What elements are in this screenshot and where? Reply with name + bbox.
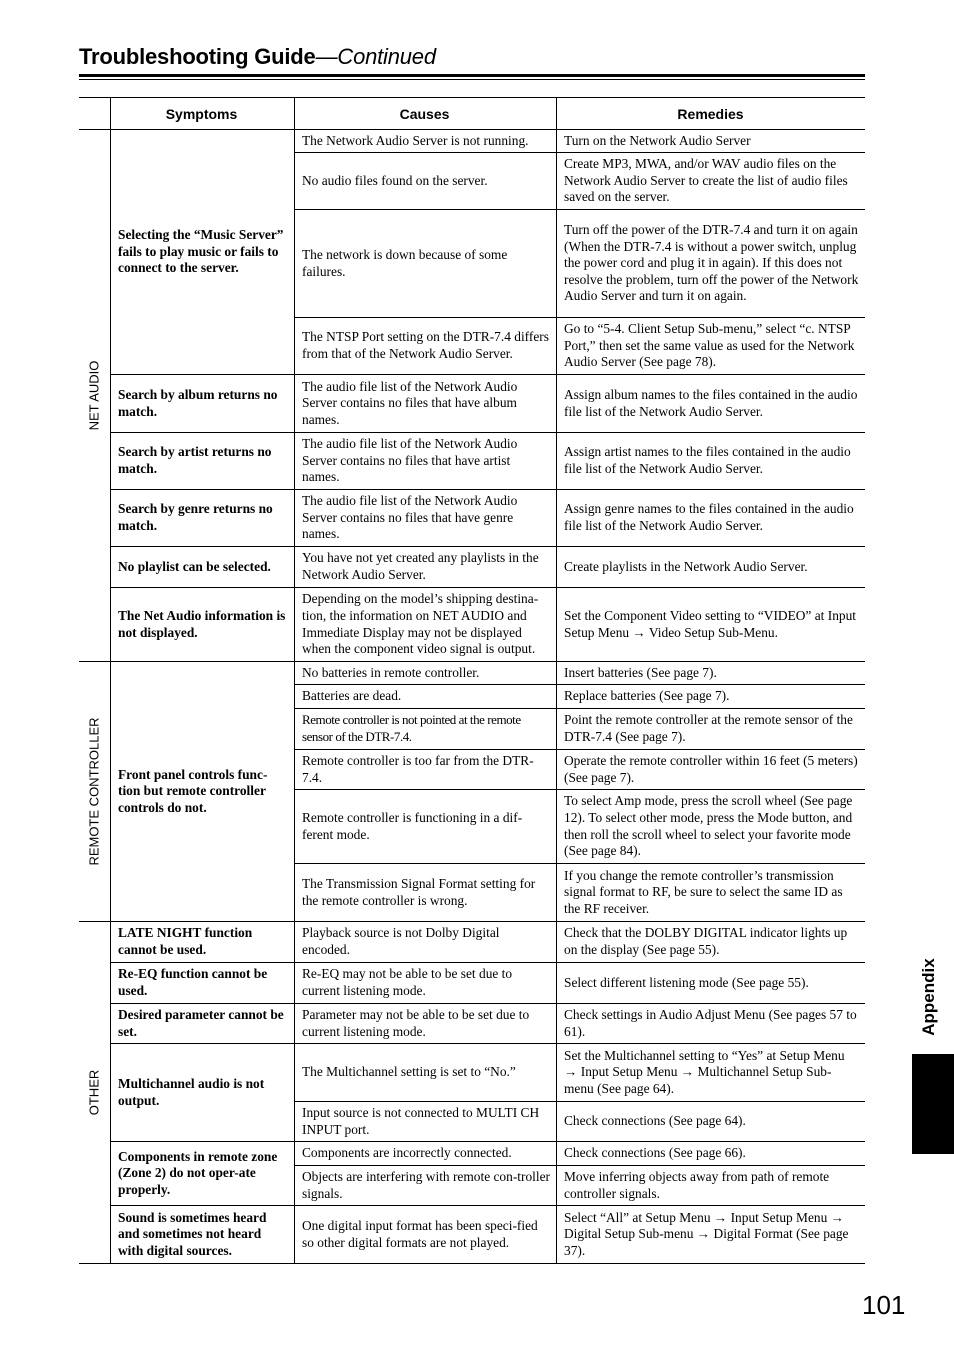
remedy-text: Create playlists in the Network Audio Server. bbox=[564, 558, 808, 574]
remedy-cell bbox=[557, 1142, 865, 1165]
remedy-cell bbox=[557, 1166, 865, 1205]
symptom-text: Multichannel audio is not output. bbox=[118, 1075, 265, 1108]
category-label-text: NET AUDIO bbox=[86, 360, 102, 430]
category-label bbox=[79, 921, 109, 1263]
symptom-cell bbox=[111, 588, 294, 661]
remedy-text: Check that the DOLBY DIGITAL indicator lights up on the display (See page 55). bbox=[564, 925, 848, 957]
symptom-text: Desired parameter cannot be set. bbox=[118, 1006, 284, 1039]
cause-text: You have not yet created any playlists in the Network Audio Server. bbox=[302, 550, 539, 582]
cause-text: Remote controller is too far from the DTR-7.4. bbox=[302, 752, 534, 785]
cause-cell bbox=[295, 210, 556, 317]
remedy-text: Set the Multichannel setting to “Yes” at Setup Menu → Input Setup Menu → Multichannel Setup Sub-menu (See page 64). bbox=[564, 1047, 845, 1096]
page-title-main: Troubleshooting Guide bbox=[79, 44, 316, 69]
remedy-text: Check connections (See page 64). bbox=[564, 1113, 746, 1129]
remedy-cell bbox=[557, 1044, 865, 1101]
cause-text: Depending on the model’s shipping destina-tion, the information on NET AUDIO and Immediate Display may not be displayed when the component video signal is output. bbox=[302, 591, 539, 657]
remedy-text: Turn on the Network Audio Server bbox=[564, 132, 751, 148]
remedy-cell bbox=[557, 1004, 865, 1043]
symptom-cell bbox=[111, 547, 294, 587]
cause-text: The network is down because of some failures. bbox=[302, 246, 508, 279]
cause-text: The Network Audio Server is not running. bbox=[302, 132, 529, 148]
remedy-text: Point the remote controller at the remote sensor of the DTR-7.4 (See page 7). bbox=[564, 712, 853, 744]
cause-cell bbox=[295, 433, 556, 489]
cause-text: Input source is not connected to MULTI CH INPUT port. bbox=[302, 1104, 540, 1137]
cause-cell bbox=[295, 1044, 556, 1101]
remedy-text: Assign artist names to the files contained in the audio file list of the Network Audio Server. bbox=[564, 444, 851, 476]
cause-cell bbox=[295, 1206, 556, 1263]
cause-text: No batteries in remote controller. bbox=[302, 664, 480, 680]
cause-text: Objects are interfering with remote con-troller signals. bbox=[302, 1168, 550, 1201]
column-header-remedies: Remedies bbox=[677, 105, 744, 122]
symptom-text: LATE NIGHT function cannot be used. bbox=[118, 925, 253, 957]
cause-text: The audio file list of the Network Audio Server contains no files that have genre names. bbox=[302, 493, 518, 542]
remedy-cell bbox=[557, 922, 865, 962]
remedy-text: Select different listening mode (See page 55). bbox=[564, 974, 809, 990]
cause-cell bbox=[295, 1004, 556, 1043]
cause-text: Re-EQ may not be able to be set due to current listening mode. bbox=[302, 966, 513, 998]
remedy-cell bbox=[557, 790, 865, 863]
symptom-cell bbox=[111, 1004, 294, 1043]
category-label-text: REMOTE CONTROLLER bbox=[86, 716, 102, 866]
remedy-cell bbox=[557, 1102, 865, 1141]
symptom-text: Sound is sometimes heard and sometimes not heard with digital sources. bbox=[118, 1209, 267, 1258]
title-rule-thick bbox=[79, 74, 865, 77]
remedy-text: Go to “5-4. Client Setup Sub-menu,” select “c. NTSP Port,” then set the same value as used for the Network Audio Server (See page 78). bbox=[564, 321, 855, 370]
symptom-text: Components in remote zone (Zone 2) do not oper-ate properly. bbox=[118, 1148, 278, 1197]
remedy-cell bbox=[557, 433, 865, 489]
appendix-label-text: Appendix bbox=[919, 958, 938, 1036]
remedy-cell bbox=[557, 588, 865, 661]
remedy-cell bbox=[557, 709, 865, 749]
cause-cell bbox=[295, 709, 556, 749]
page-title bbox=[79, 44, 436, 70]
remedy-cell bbox=[557, 864, 865, 921]
cause-text: The audio file list of the Network Audio Server contains no files that have artist names. bbox=[302, 436, 518, 485]
symptom-cell bbox=[111, 1044, 294, 1141]
cause-text: One digital input format has been speci-fied so other digital formats are not played. bbox=[302, 1217, 538, 1250]
symptom-cell bbox=[111, 375, 294, 432]
symptom-cell bbox=[111, 1206, 294, 1263]
remedy-cell bbox=[557, 685, 865, 708]
page-number: 101 bbox=[862, 1290, 906, 1320]
remedy-text: Turn off the power of the DTR-7.4 and turn it on again (When the DTR-7.4 is without a power switch, unplug the power cord and plug it in again). If this does not resolve the problem, turn off the power of the Network Audio Server and turn it on again. bbox=[564, 222, 859, 304]
symptom-text: The Net Audio information is not displayed. bbox=[118, 607, 286, 640]
column-header-symptoms: Symptoms bbox=[165, 105, 238, 122]
symptom-cell bbox=[111, 130, 294, 374]
remedy-text: Move inferring objects away from path of remote controller signals. bbox=[564, 1168, 830, 1201]
cause-cell bbox=[295, 750, 556, 789]
remedy-cell bbox=[557, 1206, 865, 1263]
cause-cell bbox=[295, 864, 556, 921]
category-label bbox=[79, 661, 109, 921]
remedy-text: Assign genre names to the files contained in the audio file list of the Network Audio Server. bbox=[564, 501, 854, 533]
symptom-text: Re-EQ function cannot be used. bbox=[118, 966, 268, 998]
category-label-text: OTHER bbox=[86, 1069, 102, 1115]
remedy-cell bbox=[557, 153, 865, 209]
remedy-text: To select Amp mode, press the scroll wheel (See page 12). To select other mode, press the Mode button, and then roll the scroll wheel to select your favorite mode (See page 84). bbox=[564, 793, 853, 859]
remedy-text: Check connections (See page 66). bbox=[564, 1145, 746, 1161]
cause-cell bbox=[295, 1166, 556, 1205]
page-title-continued: —Continued bbox=[315, 44, 436, 69]
remedy-text: Operate the remote controller within 16 feet (5 meters) (See page 7). bbox=[564, 752, 858, 785]
cause-cell bbox=[295, 1102, 556, 1141]
cause-text: Batteries are dead. bbox=[302, 688, 402, 704]
symptom-text: Front panel controls func-tion but remote controller controls do not. bbox=[118, 766, 268, 815]
cause-text: Remote controller is not pointed at the remote sensor of the DTR-7.4. bbox=[302, 712, 521, 744]
symptom-text: Selecting the “Music Server” fails to play music or fails to connect to the server. bbox=[118, 227, 284, 276]
remedy-cell bbox=[557, 490, 865, 546]
cause-cell bbox=[295, 375, 556, 432]
cause-text: No audio files found on the server. bbox=[302, 172, 488, 188]
symptom-text: Search by album returns no match. bbox=[118, 386, 278, 419]
category-label bbox=[79, 129, 109, 661]
remedy-cell bbox=[557, 130, 865, 152]
remedy-text: Select “All” at Setup Menu → Input Setup Menu → Digital Setup Sub-menu → Digital Format (See page 37). bbox=[564, 1209, 849, 1258]
remedy-cell bbox=[557, 318, 865, 374]
remedy-text: Create MP3, MWA, and/or WAV audio files on the Network Audio Server to create the list of audio files saved on the server. bbox=[564, 156, 848, 205]
symptom-text: Search by genre returns no match. bbox=[118, 501, 273, 533]
remedy-text: If you change the remote controller’s transmission signal format to RF, be sure to select the same ID as the RF receiver. bbox=[564, 867, 843, 916]
remedy-text: Set the Component Video setting to “VIDEO” at Input Setup Menu → Video Setup Sub-Menu. bbox=[564, 607, 857, 640]
symptom-cell bbox=[111, 963, 294, 1003]
remedy-cell bbox=[557, 375, 865, 432]
cause-cell bbox=[295, 1142, 556, 1165]
remedy-cell bbox=[557, 963, 865, 1003]
cause-cell bbox=[295, 963, 556, 1003]
cause-cell bbox=[295, 922, 556, 962]
symptom-cell bbox=[111, 922, 294, 962]
column-header-causes: Causes bbox=[399, 105, 450, 122]
cause-cell bbox=[295, 547, 556, 587]
symptom-cell bbox=[111, 662, 294, 921]
symptom-cell bbox=[111, 1142, 294, 1205]
cause-cell bbox=[295, 490, 556, 546]
symptom-cell bbox=[111, 490, 294, 546]
cause-cell bbox=[295, 790, 556, 863]
cause-cell bbox=[295, 662, 556, 684]
cause-text: The audio file list of the Network Audio Server contains no files that have album names. bbox=[302, 378, 518, 427]
remedy-text: Check settings in Audio Adjust Menu (See pages 57 to 61). bbox=[564, 1006, 857, 1039]
cause-text: Playback source is not Dolby Digital encoded. bbox=[302, 925, 500, 957]
cause-cell bbox=[295, 685, 556, 708]
remedy-cell bbox=[557, 750, 865, 789]
symptom-text: No playlist can be selected. bbox=[118, 558, 271, 574]
remedy-text: Assign album names to the files contained in the audio file list of the Network Audio Server. bbox=[564, 386, 858, 419]
table-top-rule bbox=[79, 97, 865, 98]
cause-cell bbox=[295, 153, 556, 209]
remedy-cell bbox=[557, 210, 865, 317]
cause-cell bbox=[295, 130, 556, 152]
cause-text: The Transmission Signal Format setting for the remote controller is wrong. bbox=[302, 875, 536, 908]
title-rule-thin bbox=[79, 79, 865, 80]
cause-cell bbox=[295, 588, 556, 661]
remedy-text: Replace batteries (See page 7). bbox=[564, 688, 730, 704]
table-row-rule bbox=[79, 1263, 865, 1264]
cause-cell bbox=[295, 318, 556, 374]
cause-text: The NTSP Port setting on the DTR-7.4 differs from that of the Network Audio Server. bbox=[302, 329, 549, 361]
appendix-tab bbox=[912, 1054, 954, 1154]
cause-text: The Multichannel setting is set to “No.” bbox=[302, 1064, 516, 1080]
remedy-text: Insert batteries (See page 7). bbox=[564, 664, 717, 680]
cause-text: Components are incorrectly connected. bbox=[302, 1145, 512, 1161]
symptom-cell bbox=[111, 433, 294, 489]
cause-text: Parameter may not be able to be set due to current listening mode. bbox=[302, 1006, 530, 1039]
symptom-text: Search by artist returns no match. bbox=[118, 444, 272, 476]
cause-text: Remote controller is functioning in a dif-ferent mode. bbox=[302, 809, 523, 842]
remedy-cell bbox=[557, 662, 865, 684]
remedy-cell bbox=[557, 547, 865, 587]
